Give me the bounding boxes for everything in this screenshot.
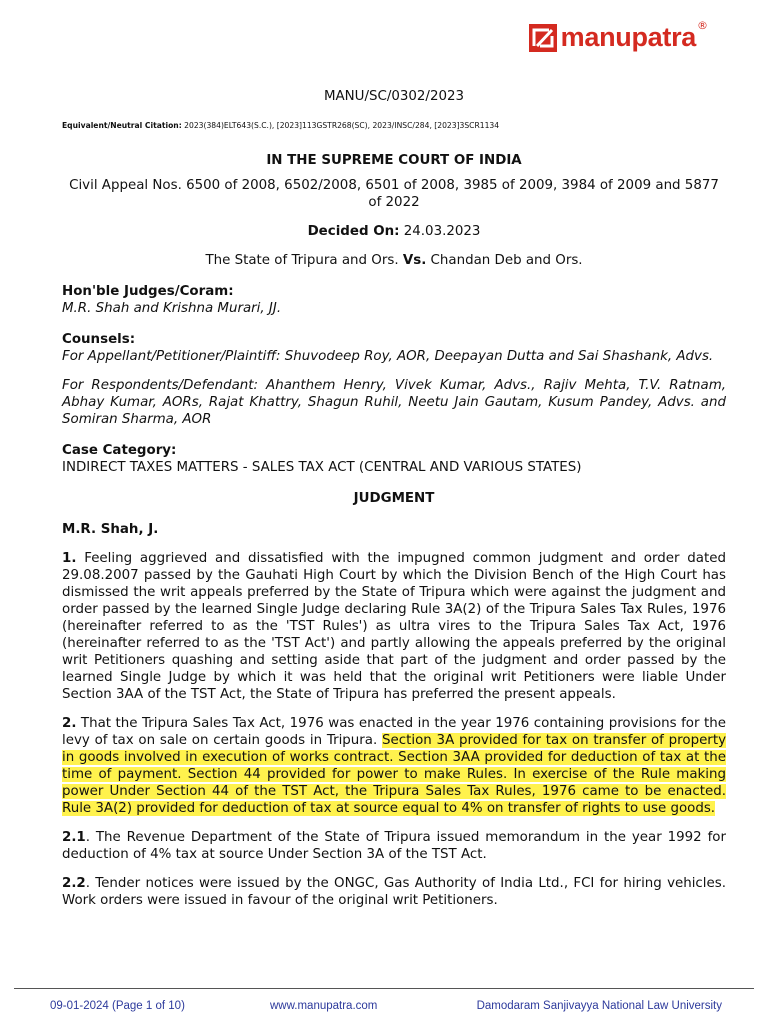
court-name: IN THE SUPREME COURT OF INDIA xyxy=(266,153,522,168)
paragraph-2-2 xyxy=(62,875,726,909)
decided-on xyxy=(62,223,726,240)
paragraph-2-highlight: Section 3A provided for tax on transfer of property in goods involved in execution of works contract. Section 3AA provided for deduction of tax at the time of payment. Section 44 provided for power to make Rules. In exercise of the Rule making power Under Section 44 of the TST Act, the Tripura Sales Tax Rules, 1976 came to be enacted. Rule 3A(2) provided for deduction of tax at source equal to 4% on transfer of rights to use goods. xyxy=(62,733,726,816)
paragraph-1 xyxy=(62,550,726,703)
equivalent-citation xyxy=(62,117,726,134)
footer-divider xyxy=(14,988,754,989)
case-category-label: Case Category: xyxy=(62,443,177,458)
paragraph-2 xyxy=(62,715,726,817)
case-category-section xyxy=(62,442,726,476)
decided-date: 24.03.2023 xyxy=(403,224,481,239)
paragraph-2-1 xyxy=(62,829,726,863)
footer-page-info: 09-01-2024 (Page 1 of 10) xyxy=(50,1000,185,1012)
paragraph-2-1-number: 2.1 xyxy=(62,830,86,845)
counsels-section xyxy=(62,331,726,428)
equivalent-citation-value: 2023(384)ELT643(S.C.), [2023]113GSTR268(SC), 2023/INSC/284, [2023]3SCR1134 xyxy=(184,121,500,130)
judges-label: Hon'ble Judges/Coram: xyxy=(62,284,234,299)
registered-mark: ® xyxy=(697,19,708,32)
appeal-numbers: Civil Appeal Nos. 6500 of 2008, 6502/2008, 6501 of 2008, 3985 of 2009, 3984 of 2009 and 5877 of 2022 xyxy=(69,178,719,210)
case-parties xyxy=(62,252,726,269)
paragraph-2-text: That the Tripura Sales Tax Act, 1976 was enacted in the year 1976 containing provisions for the levy of tax on sale on certain goods in Tripura. xyxy=(62,716,726,748)
footer-website-link[interactable]: www.manupatra.com xyxy=(270,1000,378,1012)
document-body xyxy=(62,86,726,909)
footer-institution: Damodaram Sanjivayya National Law University xyxy=(476,1000,722,1012)
manupatra-logo-icon xyxy=(529,24,557,52)
counsel-appellant: For Appellant/Petitioner/Plaintiff: Shuvodeep Roy, AOR, Deepayan Dutta and Sai Shashank, Advs. xyxy=(62,349,714,364)
paragraph-2-number: 2. xyxy=(62,716,77,731)
manupatra-logo xyxy=(529,19,708,53)
versus: Vs. xyxy=(402,253,427,268)
paragraph-2-1-text: . The Revenue Department of the State of Tripura issued memorandum in the year 1992 for deduction of 4% tax at source Under Section 3A of the TST Act. xyxy=(62,830,726,862)
judgment-heading: JUDGMENT xyxy=(353,491,435,506)
party-respondent: Chandan Deb and Ors. xyxy=(430,253,583,268)
brand-name: manupatra xyxy=(560,22,696,52)
paragraph-2-2-number: 2.2 xyxy=(62,876,86,891)
judges-section xyxy=(62,283,726,317)
case-category-value: INDIRECT TAXES MATTERS - SALES TAX ACT (CENTRAL AND VARIOUS STATES) xyxy=(62,460,582,475)
counsels-label: Counsels: xyxy=(62,332,136,347)
judgment-author: M.R. Shah, J. xyxy=(62,522,159,537)
party-appellant: The State of Tripura and Ors. xyxy=(205,253,399,268)
judges-names: M.R. Shah and Krishna Murari, JJ. xyxy=(62,301,282,316)
paragraph-1-number: 1. xyxy=(62,551,77,566)
equivalent-citation-label: Equivalent/Neutral Citation: xyxy=(62,121,182,130)
paragraph-1-text: Feeling aggrieved and dissatisfied with the impugned common judgment and order dated 29.08.2007 passed by the Gauhati High Court by which the Division Bench of the High Court has dismissed the writ appeals preferred by the State of Tripura which were against the judgment and order passed by the learned Single Judge declaring Rule 3A(2) of the Tripura Sales Tax Rules, 1976 (hereinafter referred to as the 'TST Rules') as ultra vires to the Tripura Sales Tax Act, 1976 (hereinafter referred to as the 'TST Act') and partly allowing the appeals preferred by the original writ Petitioners quashing and setting aside that part of the judgment and order passed by the learned Single Judge by which it was held that the original writ Petitioners were liable Under Section 3AA of the TST Act, the State of Tripura has preferred the present appeals. xyxy=(62,551,726,702)
decided-label: Decided On: xyxy=(307,224,400,239)
citation-number: MANU/SC/0302/2023 xyxy=(323,89,465,104)
counsel-respondent: For Respondents/Defendant: Ahanthem Henry, Vivek Kumar, Advs., Rajiv Mehta, T.V. Ratnam, Abhay Kumar, AORs, Rajat Khattry, Shagun Ruhil, Neetu Jain Gautam, Kusum Pandey, Advs. and Somiran Sharma, AOR xyxy=(62,378,726,427)
paragraph-2-2-text: . Tender notices were issued by the ONGC, Gas Authority of India Ltd., FCI for hiring vehicles. Work orders were issued in favour of the original writ Petitioners. xyxy=(62,876,726,908)
